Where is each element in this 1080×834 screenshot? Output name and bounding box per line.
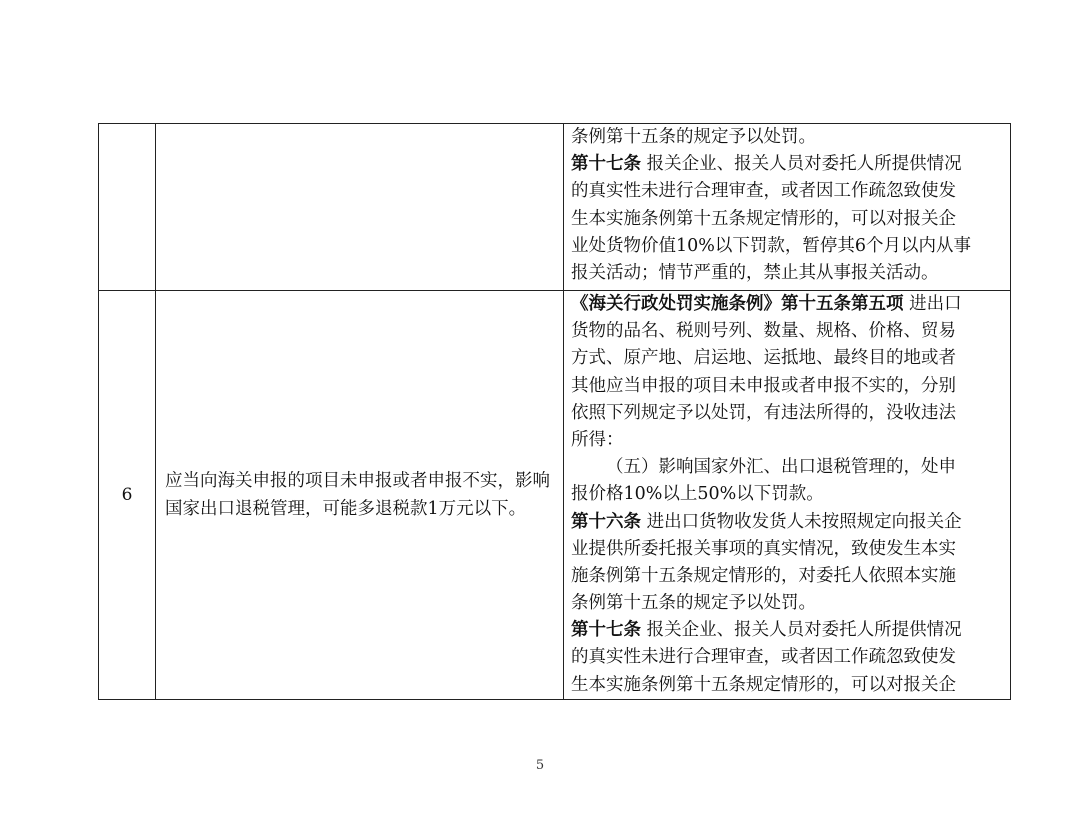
legal-text: 报价格10%以上50%以下罚款。 <box>571 484 824 505</box>
table-row <box>99 124 1011 291</box>
violation-description-cell <box>156 291 564 700</box>
legal-basis-cell <box>564 291 1011 700</box>
legal-text: 其他应当申报的项目未申报或者申报不实的，分别 <box>571 375 956 396</box>
legal-text: 进出口货物收发货人未按照规定向报关企 <box>646 511 962 532</box>
legal-text: 方式、原产地、启运地、运抵地、最终目的地或者 <box>571 348 956 369</box>
legal-text: 的真实性未进行合理审查，或者因工作疏忽致使发 <box>571 181 956 202</box>
legal-text: 依照下列规定予以处罚，有违法所得的，没收违法 <box>571 402 956 423</box>
legal-basis-text <box>564 291 1010 699</box>
legal-text: 报关企业、报关人员对委托人所提供情况 <box>646 620 962 641</box>
legal-text-line <box>571 151 1006 178</box>
legal-basis-cell <box>564 124 1011 291</box>
legal-text-line <box>571 124 1006 151</box>
violation-description-text: 应当向海关申报的项目未申报或者申报不实，影响国家出口退税管理，可能多退税款1万元以下。 <box>165 470 550 519</box>
legal-text: 业提供所委托报关事项的真实情况，致使发生本实 <box>571 538 956 559</box>
legal-text: 货物的品名、税则号列、数量、规格、价格、贸易 <box>571 321 956 342</box>
violation-description-cell <box>156 124 564 291</box>
legal-text-line <box>571 345 1006 372</box>
legal-text-line <box>571 454 1006 481</box>
legal-text-line <box>571 291 1006 318</box>
legal-text-line <box>571 481 1006 508</box>
legal-text-line <box>571 672 1006 699</box>
legal-text: 条例第十五条的规定予以处罚。 <box>571 593 816 614</box>
legal-text: 生本实施条例第十五条规定情形的，可以对报关企 <box>571 674 956 695</box>
regulation-table <box>98 123 1011 700</box>
table-body <box>99 124 1011 700</box>
legal-text: 生本实施条例第十五条规定情形的，可以对报关企 <box>571 208 956 229</box>
legal-text: 报关活动；情节严重的，禁止其从事报关活动。 <box>571 262 939 283</box>
legal-text-line <box>571 260 1006 287</box>
legal-text: 业处货物价值10%以下罚款，暂停其6个月以内从事 <box>571 235 972 256</box>
legal-text-line <box>571 563 1006 590</box>
article-heading: 第十六条 <box>571 511 641 532</box>
legal-text-line <box>571 536 1006 563</box>
page-number: 5 <box>535 758 545 773</box>
legal-text: 施条例第十五条规定情形的，对委托人依照本实施 <box>571 565 956 586</box>
article-heading: 第十七条 <box>571 154 641 175</box>
article-heading: 第十七条 <box>571 620 641 641</box>
legal-basis-text <box>564 124 1010 287</box>
legal-text-line <box>571 644 1006 671</box>
row-number-cell: 6 <box>99 291 156 700</box>
table-row <box>99 291 1011 700</box>
legal-text-line <box>571 178 1006 205</box>
legal-text: 所得： <box>571 429 624 450</box>
legal-text-line <box>571 206 1006 233</box>
legal-text: 条例第十五条的规定予以处罚。 <box>571 127 816 147</box>
legal-text-line <box>571 373 1006 400</box>
legal-text: 进出口 <box>909 294 962 314</box>
legal-text-line <box>571 590 1006 617</box>
legal-text-line <box>571 233 1006 260</box>
legal-text-line <box>571 400 1006 427</box>
legal-text-line <box>571 427 1006 454</box>
legal-text-line <box>571 318 1006 345</box>
row-number-cell <box>99 124 156 291</box>
legal-text: 报关企业、报关人员对委托人所提供情况 <box>646 154 962 175</box>
article-heading: 《海关行政处罚实施条例》第十五条第五项 <box>571 294 904 314</box>
legal-text: 的真实性未进行合理审查，或者因工作疏忽致使发 <box>571 647 956 668</box>
legal-text-line <box>571 509 1006 536</box>
legal-text-line <box>571 617 1006 644</box>
legal-text: （五）影响国家外汇、出口退税管理的，处申 <box>606 457 956 478</box>
